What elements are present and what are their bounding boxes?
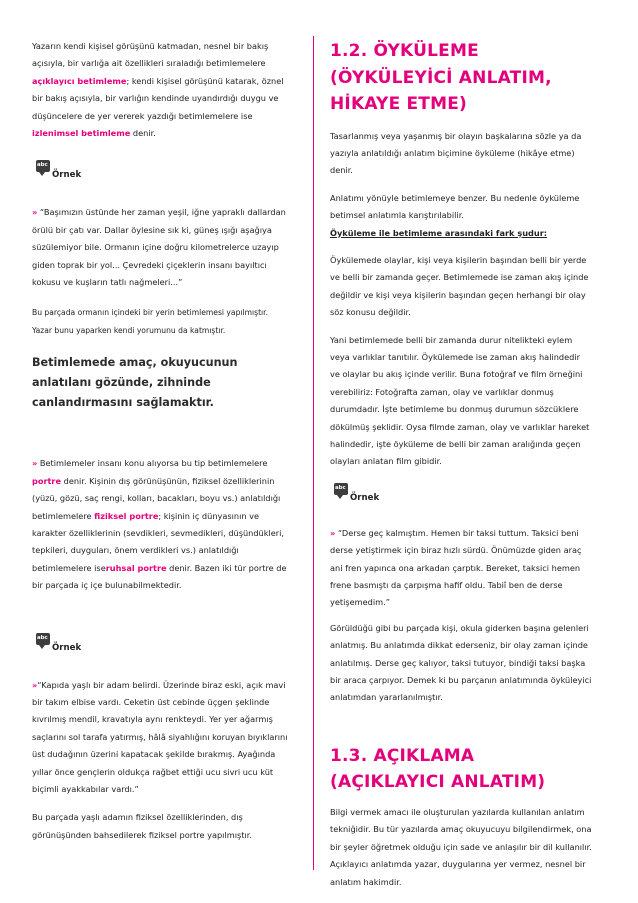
speech-bubble-icon <box>36 633 50 645</box>
forest-note: Bu parçada ormanın içindeki bir yerin betimlemesi yapılmıştır. Yazar bunu yaparken kendi yorumunu da katmıştır. <box>32 308 269 335</box>
forest-quote <box>32 204 290 291</box>
speech-bubble-icon <box>334 483 348 495</box>
term-portre: portre <box>32 475 62 486</box>
portre-paragraph <box>32 455 290 594</box>
text-span: denir. Kişinin dış görünüşünün, fiziksel özelliklerinin (yüzü, gözü, saç rengi, kolları, bacakları, boyu vs.) anlatıldığı betimlemelere <box>32 475 281 521</box>
speech-bubble-icon-text: abc <box>37 634 48 641</box>
old-man-quote <box>32 677 290 799</box>
quote-mark: » <box>330 527 336 538</box>
old-man-note: Bu parçada yaşlı adamın fiziksel özelliklerinden, dış görünüşünden bahsedilerek fiziksel portre yapılmıştır. <box>32 812 252 840</box>
quote-mark: » <box>32 458 38 469</box>
term-fiziksel-portre: fiziksel portre <box>94 510 159 521</box>
left-column <box>32 38 290 844</box>
text-span: denir. <box>130 128 156 139</box>
difference-heading: Öyküleme ile betimleme arasındaki fark şudur: <box>330 227 548 238</box>
quote-text: “Derse geç kalmıştım. Hemen bir taksi tuttum. Taksici beni derse yetiştirmek için biraz hızlı sürdü. Önümüzde giden araç ani fren yapınca ona arkadan çarptık. Bereket, taksici hemen frene basmıştı da çarpışma hafif oldu. Tabiî ben de derse yetişemedim.” <box>330 527 582 608</box>
objective-impressionistic-paragraph <box>32 38 290 142</box>
taxi-quote <box>330 525 592 612</box>
quote-text: “Başımızın üstünde her zaman yeşil, iğne yapraklı dallardan örülü bir çatı var. Dallar öylesine sık ki, güneş ışığı aşağıya süzülemiyor bile. Ormanın içine doğru kilometrelerce uzayıp giden toprak bir yol... Çevredeki çiçeklerin insanı bayıltıcı kokusu ve kuşların tatlı nağmeleri...” <box>32 207 286 288</box>
oykuleme-difference: Öykülemede olaylar, kişi veya kişilerin başından belli bir yerde ve belli bir zamanda geçer. Betimlemede ise zaman akış içinde değildir ve kişi veya kişilerin başından geçen herhangi bir olay söz konusu değildir. <box>330 254 589 318</box>
quote-mark: » <box>32 207 38 218</box>
text-span: ; kişinin iç dünyasının ve karakter özelliklerinin (sevdikleri, sevmedikleri, düşündükleri, tepkileri, duyguları, önem verdikleri vs.) anlatıldığı betimlemelere ise <box>32 510 285 573</box>
example-heading <box>32 633 290 659</box>
text-span: ; kendi kişisel görüşünü katarak, öznel bir bakış açısıyla, bir varlığın kendinde uyandırdığı duygu ve düşüncelere de yer vererek yazdığı betimlemelere ise <box>32 75 284 121</box>
oykuleme-definition: Tasarlanmış veya yaşanmış bir olayın başkalarına sözle ya da yazıyla anlatıldığı anlatım biçimine öyküleme (hikâye etme) denir. <box>330 130 582 176</box>
text-span: Anlatımı yönüyle betimlemeye benzer. Bu nedenle öyküleme betimsel anlatımla karıştırılabilir. <box>330 192 580 221</box>
example-label: Örnek <box>52 170 82 181</box>
speech-bubble-icon-text: abc <box>37 162 48 169</box>
text-span: Betimlemeler insanı konu alıyorsa bu tip betimlemelere <box>37 458 268 469</box>
term-izlenimsel-betimleme: izlenimsel betimleme <box>32 128 131 139</box>
oykuleme-similarity <box>330 190 592 242</box>
example-label: Örnek <box>350 492 380 503</box>
photo-film-paragraph: Yani betimlemede belli bir zamanda durur nitelikteki eylem veya varlıklar tanıtılır. Öykülemede ise zaman akış halindedir ve olaylar bu akış içinde verilir. Buna fotoğraf ve film örneğini verebiliriz: Fotoğrafta zaman, olay ve varlıklar donmuş durumdadır. İşte betimleme bu donmuş durumun sözcüklere dökülmüş şeklidir. Oysa filmde zaman, olay ve varlıklar hareket halindedir, işte öyküleme de belli bir zaman aralığında geçen olayları anlatan film gibidir. <box>330 334 590 467</box>
section-heading-aciklama: 1.3. AÇIKLAMA (AÇIKLAYICI ANLATIM) <box>330 745 546 793</box>
speech-bubble-icon-text: abc <box>335 484 346 491</box>
column-divider <box>313 36 314 870</box>
term-aciklayici-betimleme: açıklayıcı betimleme <box>32 75 127 86</box>
taxi-analysis: Görüldüğü gibi bu parçada kişi, okula giderken başına gelenleri anlatmış. Bu anlatımda dikkat ederseniz, bir olay zaman içinde anlatılmış. Derse geç kalıyor, taksi tutuyor, bindiği taksi başka bir araca çarpıyor. Demek ki bu parçanın anlatımında öyküleyici anlatımdan yararlanılmıştır. <box>330 622 592 703</box>
quote-text: “Kapıda yaşlı bir adam belirdi. Üzerinde biraz eski, açık mavi bir takım elbise vardı. Ceketin üst cebinde üçgen şeklinde kıvrılmış mendil, kravatıyla aynı renkteydi. Yer yer ağarmış saçlarını sol tarafa yatırmış, hâlâ siyahlığını koruyan bıyıklarını üst dudağının üzerini kapatacak şekilde bırakmış. Ayağında yıllar önce gençlerin oldukça rağbet ettiği ucu sivri ucu küt biçimli ayakkabılar vardı.” <box>32 679 288 794</box>
text-span: Yazarın kendi kişisel görüşünü katmadan, nesnel bir bakış açısıyla, bir varlığa ait özellikleri sıraladığı betimlemelere <box>32 41 269 69</box>
example-label: Örnek <box>52 642 82 653</box>
betimleme-purpose: Betimlemede amaç, okuyucunun anlatılanı gözünde, zihninde canlandırmasını sağlamaktır. <box>32 356 238 410</box>
term-ruhsal-portre: ruhsal portre <box>105 562 167 573</box>
aciklama-definition: Bilgi vermek amacı ile oluşturulan yazılarda kullanılan anlatım tekniğidir. Bu tür yazılarda amaç okuyucuyu bilgilendirmek, ona bir şeyler öğretmek olduğu için sade ve anlaşılır bir dil kullanılır. Açıklayıcı anlatımda yazar, duygularına yer vermez, nesnel bir anlatım hakimdir. <box>330 806 592 887</box>
speech-bubble-icon <box>36 160 50 172</box>
right-column <box>330 38 592 891</box>
example-heading <box>32 160 290 186</box>
quote-mark: » <box>32 679 38 690</box>
example-heading <box>330 483 592 509</box>
text-span: denir. Bazen iki tür portre de bir parçada iç içe bulunabilmektedir. <box>32 562 287 591</box>
section-heading-oykuleme: 1.2. ÖYKÜLEME (ÖYKÜLEYİCİ ANLATIM, HİKAYE ETME) <box>330 41 552 114</box>
